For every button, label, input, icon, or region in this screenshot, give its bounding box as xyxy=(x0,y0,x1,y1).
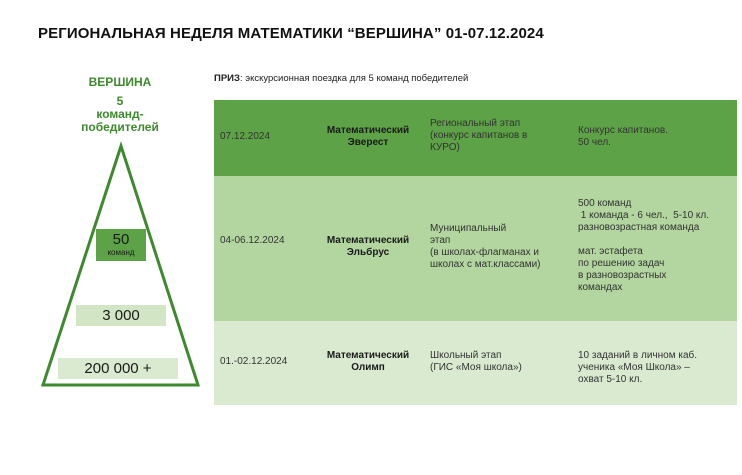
stage-desc-line: охват 5-10 кл. xyxy=(578,374,643,385)
stage-level-line: этап xyxy=(430,235,451,246)
pyramid-top-count: 5 xyxy=(116,94,124,108)
stage-name xyxy=(314,235,422,259)
stage-desc-line: командах xyxy=(578,282,623,293)
stage-name xyxy=(314,350,422,374)
stage-name-line: Олимп xyxy=(351,362,385,373)
stage-name-line: Эверест xyxy=(347,137,389,148)
stage-name-line: Математический xyxy=(326,125,410,136)
stage-desc-line: 10 заданий в личном каб. xyxy=(578,350,698,361)
prize-label: ПРИЗ xyxy=(214,73,240,84)
pyramid-caption-line-2: победителей xyxy=(81,120,159,134)
stage-desc-line: Конкурс капитанов. xyxy=(578,125,668,136)
pyramid-caption-line-1: команд- xyxy=(96,107,144,121)
stage-date: 07.12.2024 xyxy=(220,131,271,142)
stage-row-everest xyxy=(214,100,737,176)
prize-text: : экскурсионная поездка для 5 команд победителей xyxy=(239,73,469,84)
stage-date: 04-06.12.2024 xyxy=(220,235,285,246)
stage-name-line: Математический xyxy=(326,235,410,246)
stage-row-olymp xyxy=(214,321,737,405)
pyramid-mid-value: 50 xyxy=(112,231,130,248)
stage-description xyxy=(578,198,733,294)
stage-level-line: Муниципальный xyxy=(430,223,507,234)
page-title: РЕГИОНАЛЬНАЯ НЕДЕЛЯ МАТЕМАТИКИ “ВЕРШИНА” 01-07.12.2024 xyxy=(38,25,544,42)
pyramid-level-base xyxy=(58,358,178,379)
stage-desc-line: разновозрастная команда xyxy=(578,222,700,233)
stage-description xyxy=(578,350,733,386)
stage-level xyxy=(430,350,560,374)
stage-name xyxy=(314,125,422,149)
stage-desc-line: мат. эстафета xyxy=(578,246,643,257)
stage-date: 01.-02.12.2024 xyxy=(220,356,288,367)
stage-level-line: Региональный этап xyxy=(430,118,521,129)
pyramid-level-low xyxy=(76,305,166,326)
stage-level xyxy=(430,118,560,154)
stage-desc-line: ученика «Моя Школа» – xyxy=(578,362,690,373)
pyramid-mid-caption: команд xyxy=(107,248,135,257)
pyramid-top-label: ВЕРШИНА xyxy=(88,75,152,89)
stage-description xyxy=(578,125,733,149)
stage-level-line: школах с мат.классами) xyxy=(430,259,541,270)
stage-desc-line: 1 команда - 6 чел., 5-10 кл. xyxy=(578,210,710,221)
stage-desc-spacer xyxy=(578,234,733,246)
stage-name-line: Эльбрус xyxy=(346,247,390,258)
stage-level-line: (в школах-флагманах и xyxy=(430,247,539,258)
pyramid-low-value: 3 000 xyxy=(102,306,140,324)
stage-level-line: КУРО) xyxy=(430,142,460,153)
stage-desc-line: 50 чел. xyxy=(578,137,611,148)
stage-row-elbrus xyxy=(214,176,737,321)
stage-desc-line: 500 команд xyxy=(578,198,632,209)
stage-name-line: Математический xyxy=(326,350,410,361)
stage-level xyxy=(430,223,560,271)
pyramid-level-mid xyxy=(96,229,146,261)
stage-desc-line: по решению задач xyxy=(578,258,665,269)
stage-level-line: (ГИС «Моя школа») xyxy=(430,362,522,373)
stage-level-line: Школьный этап xyxy=(430,350,502,361)
pyramid-base-value: 200 000 + xyxy=(84,359,152,377)
stage-level-line: (конкурс капитанов в xyxy=(430,130,528,141)
stage-desc-line: в разновозрастных xyxy=(578,270,667,281)
